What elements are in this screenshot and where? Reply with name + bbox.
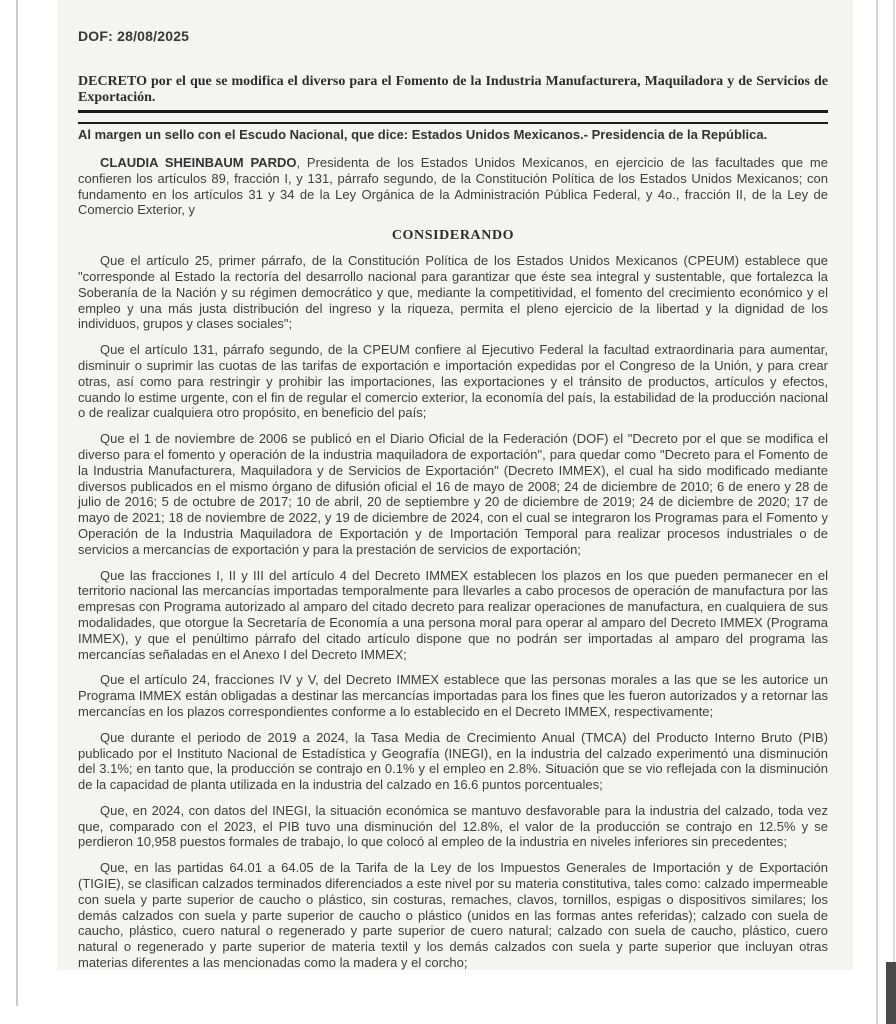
considerando-paragraph-1: Que el artículo 25, primer párrafo, de la Constitución Política de los Estados Unidos Mexicanos (CPEUM) establece que "corresponde al Estado la rectoría del desarrollo nacional para garantizar que éste sea integral y sustentable, que fortalezca la Soberanía de la Nación y su régimen democrático y que, mediante la competitividad, el fomento del crecimiento económico y el empleo y una más justa distribución del ingreso y la riqueza, permita el pleno ejercicio de la libertad y la dignidad de los individuos, grupos y clases sociales"; <box>78 253 828 332</box>
considerando-paragraph-2: Que el artículo 131, párrafo segundo, de la CPEUM confiere al Ejecutivo Federal la facultad extraordinaria para aumentar, disminuir o suprimir las cuotas de las tarifas de exportación e importación expedidas por el Congreso de la Unión, y para crear otras, así como para restringir y prohibir las importaciones, las exportaciones y el tránsito de productos, artículos y efectos, cuando lo estime urgente, con el fin de regular el comercio exterior, la economía del país, la estabilidad de la producción nacional o de realizar cualquiera otro propósito, en beneficio del país; <box>78 342 828 421</box>
president-name: CLAUDIA SHEINBAUM PARDO <box>100 155 297 170</box>
title-rule-thick <box>78 110 828 113</box>
considerando-paragraph-3: Que el 1 de noviembre de 2006 se publicó en el Diario Oficial de la Federación (DOF) el "Decreto por el que se modifica el diverso para el fomento y operación de la industria maquiladora de exportación", para quedar como "Decreto para el Fomento de la Industria Manufacturera, Maquiladora y de Servicios de Exportación" (Decreto IMMEX), el cual ha sido modificado mediante diversos publicados en el mismo órgano de difusión oficial el 16 de mayo de 2008; 24 de diciembre de 2010; 6 de enero y 28 de julio de 2016; 5 de octubre de 2017; 10 de abril, 20 de septiembre y 20 de diciembre de 2019; 24 de diciembre de 2020; 17 de mayo de 2021; 18 de noviembre de 2022, y 19 de diciembre de 2024, con el cual se integraron los Programas para el Fomento y Operación de la Industria Maquiladora de Exportación y de Importación Temporal para realizar procesos industriales o de servicios a mercancías de exportación y para la prestación de servicios de exportación; <box>78 431 828 557</box>
dof-document-page <box>57 0 853 970</box>
title-rule-thin <box>78 122 828 124</box>
document-content <box>78 28 828 971</box>
considerando-paragraph-4: Que las fracciones I, II y III del artículo 4 del Decreto IMMEX establecen los plazos en los que pueden permanecer en el territorio nacional las mercancías importadas temporalmente para llevarles a cabo procesos de operación de manufactura por las empresas con Programa autorizado al amparo del citado decreto para realizar operaciones de manufactura, en cualquiera de sus modalidades, que otorgue la Secretaría de Economía a una persona moral para operar al amparo del Decreto IMMEX (Programa IMMEX), y que el penúltimo párrafo del citado artículo dispone que no podrán ser importadas al amparo del programa las mercancías señaladas en el Anexo I del Decreto IMMEX; <box>78 567 828 662</box>
considerando-paragraph-6: Que durante el periodo de 2019 a 2024, la Tasa Media de Crecimiento Anual (TMCA) del Producto Interno Bruto (PIB) publicado por el Instituto Nacional de Estadística y Geografía (INEGI), en la industria del calzado experimentó una disminución del 3.1%; en tanto que, la producción se contrajo en 0.1% y el empleo en 2.8%. Situación que se vio reflejada con la disminución de la capacidad de planta utilizada en la industria del calzado en 16.6 puntos porcentuales; <box>78 729 828 793</box>
margin-seal-line: Al margen un sello con el Escudo Nacional, que dice: Estados Unidos Mexicanos.- Presidencia de la República. <box>78 127 768 142</box>
considerando-paragraph-5: Que el artículo 24, fracciones IV y V, del Decreto IMMEX establece que las personas morales a las que se les autorice un Programa IMMEX están obligadas a destinar las mercancías importadas para los fines que les fueron autorizados y a retornar las mercancías en los plazos correspondientes conforme a lo establecido en el Decreto IMMEX, respectivamente; <box>78 672 828 719</box>
president-paragraph-rest: , Presidenta de los Estados Unidos Mexicanos, en ejercicio de las facultades que me confieren los artículos 89, fracción I, y 131, párrafo segundo, de la Constitución Política de los Estados Unidos Mexicanos; con fundamento en los artículos 31 y 34 de la Ley Orgánica de la Administración Pública Federal, y 4o., fracción II, de la Ley de Comercio Exterior, y <box>78 155 828 218</box>
president-paragraph <box>78 155 828 218</box>
considerando-heading: CONSIDERANDO <box>391 228 515 244</box>
dof-date: DOF: 28/08/2025 <box>78 28 190 44</box>
page-edge-line-left <box>16 0 18 1006</box>
scrollbar-track-line-outer <box>876 0 878 1024</box>
considerando-paragraph-8: Que, en las partidas 64.01 a 64.05 de la Tarifa de la Ley de los Impuestos Generales de Importación y de Exportación (TIGIE), se clasifican calzados terminados diferenciados a este nivel por su materia constitutiva, tales como: calzado impermeable con suela y parte superior de caucho o plástico, sin costuras, remaches, clavos, tornillos, espigas o dispositivos similares; los demás calzados con suela y parte superior de caucho o plástico (unidos en las formas antes referidas); calzado con suela de caucho, plástico, cuero natural o regenerado y parte superior de cuero natural; calzado con suela de caucho, plástico, cuero natural o regenerado y parte superior de materia textil y los demás calzados con suela y parte superior que incluyan otras materias diferentes a las mencionadas como la madera y el corcho; <box>78 860 829 971</box>
decree-title: DECRETO por el que se modifica el diverso para el Fomento de la Industria Manufacturera, Maquiladora y de Servicios de Exportación. <box>78 74 828 105</box>
considerando-paragraph-7: Que, en 2024, con datos del INEGI, la situación económica se mantuvo desfavorable para la industria del calzado, toda vez que, comparado con el 2023, el PIB tuvo una disminución del 12.8%, el valor de la producción se contrajo en 12.5% y se perdieron 10,958 puestos formales de trabajo, lo que colocó al empleo de la industria en niveles inferiores sin precedentes; <box>78 802 828 850</box>
scrollbar-thumb[interactable] <box>886 962 896 1024</box>
scrollbar-track-line-inner <box>893 0 895 1024</box>
